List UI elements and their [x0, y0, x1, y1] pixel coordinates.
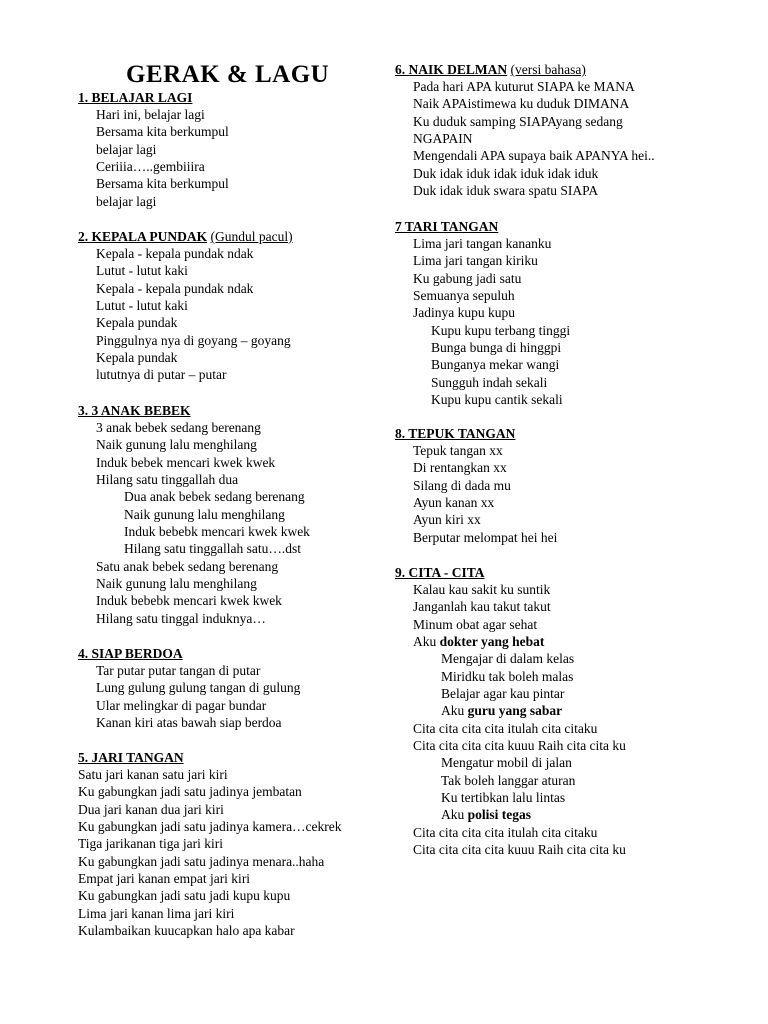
section-heading-jari-tangan: 5. JARI TANGAN: [78, 750, 184, 765]
lyric-emphasis: dokter yang hebat: [439, 634, 545, 650]
lyric-text: Aku: [413, 634, 440, 650]
lyric-line: Mengajar di dalam kelas: [441, 651, 575, 667]
lyric-line: Cita cita cita cita itulah cita citaku: [413, 720, 598, 736]
lyric-line: Lima jari tangan kananku: [413, 236, 552, 251]
lyric-line: Berputar melompat hei hei: [413, 529, 558, 545]
lyric-line: Hilang satu tinggallah satu….dst: [124, 541, 301, 557]
lyric-line: Duk idak iduk idak iduk idak iduk: [413, 165, 599, 181]
lyric-line: Pada hari APA kuturut SIAPA ke MANA: [413, 79, 635, 94]
lyric-line: Janganlah kau takut takut: [413, 599, 551, 615]
lyric-line: Ayun kanan xx: [413, 495, 495, 511]
lyric-line: Ceriiia…..gembiiira: [96, 159, 205, 175]
lyric-text: Aku: [441, 807, 468, 823]
lyric-line: Lima jari tangan kiriku: [413, 253, 538, 269]
lyric-line: Kupu kupu terbang tinggi: [431, 322, 571, 338]
lyric-line: Semuanya sepuluh: [413, 288, 515, 304]
section-lines-tari-tangan: [413, 235, 570, 408]
section-lines-cita-cita: [413, 581, 626, 859]
lyric-line: Hilang satu tinggallah dua: [96, 472, 239, 488]
lyric-line: Naik gunung lalu menghilang: [96, 576, 257, 592]
lyric-line: Dua jari kanan dua jari kiri: [78, 801, 224, 817]
lyric-text: Aku: [441, 703, 468, 719]
lyric-line: Jadinya kupu kupu: [413, 305, 515, 321]
lyric-line: Ular melingkar di pagar bundar: [96, 697, 267, 713]
lyric-line: Empat jari kanan empat jari kiri: [78, 871, 251, 887]
lyric-line: Naik gunung lalu menghilang: [124, 506, 285, 522]
lyric-line: [413, 806, 626, 823]
lyric-line: Miridku tak boleh malas: [441, 668, 574, 684]
lyric-line: Satu anak bebek sedang berenang: [96, 558, 279, 574]
lyric-line: Lutut - lutut kaki: [96, 298, 188, 314]
lyric-line: Tak boleh langgar aturan: [441, 772, 576, 788]
section-lines-siap-berdoa: [96, 662, 300, 731]
lyric-line: Minum obat agar sehat: [413, 616, 538, 632]
section-heading-kepala-pundak: 2. KEPALA PUNDAK (Gundul pacul): [78, 229, 293, 244]
lyric-line: Silang di dada mu: [413, 477, 511, 493]
lyric-line: Naik APAistimewa ku duduk DIMANA: [413, 96, 630, 112]
section-heading-anak-bebek: 3. 3 ANAK BEBEK: [78, 403, 191, 418]
lyric-line: Ku gabungkan jadi satu jadinya menara..haha: [78, 853, 325, 869]
section-heading-siap-berdoa: 4. SIAP BERDOA: [78, 646, 183, 661]
section-lines-jari-tangan: [78, 766, 342, 939]
lyric-line: Lima jari kanan lima jari kiri: [78, 905, 235, 921]
lyric-line: 3 anak bebek sedang berenang: [96, 420, 261, 435]
section-lines-kepala-pundak: [96, 245, 291, 384]
lyric-line: Satu jari kanan satu jari kiri: [78, 767, 228, 782]
lyric-line: Belajar agar kau pintar: [441, 686, 565, 702]
lyric-line: Kepala - kepala pundak ndak: [96, 280, 254, 296]
lyric-line: Kupu kupu cantik sekali: [431, 392, 563, 408]
lyric-line: belajar lagi: [96, 141, 157, 157]
lyric-line: Mengatur mobil di jalan: [441, 755, 572, 771]
section-lines-tepuk-tangan: [413, 442, 557, 546]
lyric-line: Ayun kiri xx: [413, 512, 481, 528]
lyric-line: Kanan kiri atas bawah siap berdoa: [96, 715, 282, 731]
section-heading-tari-tangan: 7 TARI TANGAN: [395, 219, 499, 234]
lyric-line: Ku gabung jadi satu: [413, 270, 522, 286]
lyric-line: Naik gunung lalu menghilang: [96, 437, 257, 453]
section-heading-tepuk-tangan: 8. TEPUK TANGAN: [395, 426, 516, 441]
section-heading-belajar-lagi: 1. BELAJAR LAGI: [78, 90, 193, 105]
section-heading-cita-cita: 9. CITA - CITA: [395, 565, 485, 580]
lyric-line: Bunga bunga di hinggpi: [431, 340, 562, 356]
lyric-line: Bersama kita berkumpul: [96, 176, 229, 192]
lyric-line: [413, 702, 626, 719]
lyric-line: Mengendali APA supaya baik APANYA hei..: [413, 148, 655, 164]
lyric-line: lututnya di putar – putar: [96, 367, 227, 383]
lyric-line: Kepala pundak: [96, 315, 178, 331]
lyric-line: Cita cita cita cita itulah cita citaku: [413, 824, 598, 840]
page-title: GERAK & LAGU: [126, 61, 330, 88]
lyric-line: Kulambaikan kuucapkan halo apa kabar: [78, 923, 295, 939]
lyric-line: belajar lagi: [96, 193, 157, 209]
lyric-line: Tepuk tangan xx: [413, 443, 503, 458]
section-lines-belajar-lagi: [96, 106, 229, 210]
lyric-line: Duk idak iduk swara spatu SIAPA: [413, 183, 599, 199]
lyric-line: Lutut - lutut kaki: [96, 263, 188, 279]
lyric-line: Kepala - kepala pundak ndak: [96, 246, 254, 261]
lyric-line: Cita cita cita cita kuuu Raih cita cita ku: [413, 738, 626, 754]
lyric-line: Kalau kau sakit ku suntik: [413, 582, 551, 597]
lyric-line: Hari ini, belajar lagi: [96, 107, 205, 122]
lyric-line: Bunganya mekar wangi: [431, 357, 560, 373]
section-lines-naik-delman: [413, 78, 655, 199]
lyric-line: Dua anak bebek sedang berenang: [124, 489, 305, 505]
lyric-line: Cita cita cita cita kuuu Raih cita cita ku: [413, 842, 626, 858]
lyric-line: [413, 633, 626, 650]
lyric-line: Ku gabungkan jadi satu jadinya jembatan: [78, 784, 302, 800]
lyric-line: Bersama kita berkumpul: [96, 124, 229, 140]
lyric-line: Hilang satu tinggal induknya…: [96, 610, 266, 626]
lyric-line: NGAPAIN: [413, 131, 473, 147]
lyric-line: Ku gabungkan jadi satu jadi kupu kupu: [78, 888, 291, 904]
lyric-line: Pinggulnya nya di goyang – goyang: [96, 332, 291, 348]
lyric-line: Tiga jarikanan tiga jari kiri: [78, 836, 223, 852]
lyric-line: Lung gulung gulung tangan di gulung: [96, 680, 301, 696]
lyric-line: Ku duduk samping SIAPAyang sedang: [413, 113, 623, 129]
lyric-line: Induk bebebk mencari kwek kwek: [124, 524, 310, 540]
lyric-line: Ku tertibkan lalu lintas: [441, 790, 566, 806]
lyric-line: Sungguh indah sekali: [431, 374, 548, 390]
lyric-line: Ku gabungkan jadi satu jadinya kamera…cekrek: [78, 819, 342, 835]
lyric-emphasis: guru yang sabar: [467, 703, 563, 719]
lyric-emphasis: polisi tegas: [467, 807, 532, 823]
lyric-line: Di rentangkan xx: [413, 460, 507, 476]
section-lines-anak-bebek: [96, 419, 310, 627]
section-heading-naik-delman: 6. NAIK DELMAN (versi bahasa): [395, 62, 586, 77]
lyric-line: Induk bebebk mencari kwek kwek: [96, 593, 282, 609]
lyric-line: Tar putar putar tangan di putar: [96, 663, 261, 678]
lyric-line: Kepala pundak: [96, 350, 178, 366]
lyric-line: Induk bebek mencari kwek kwek: [96, 454, 276, 470]
